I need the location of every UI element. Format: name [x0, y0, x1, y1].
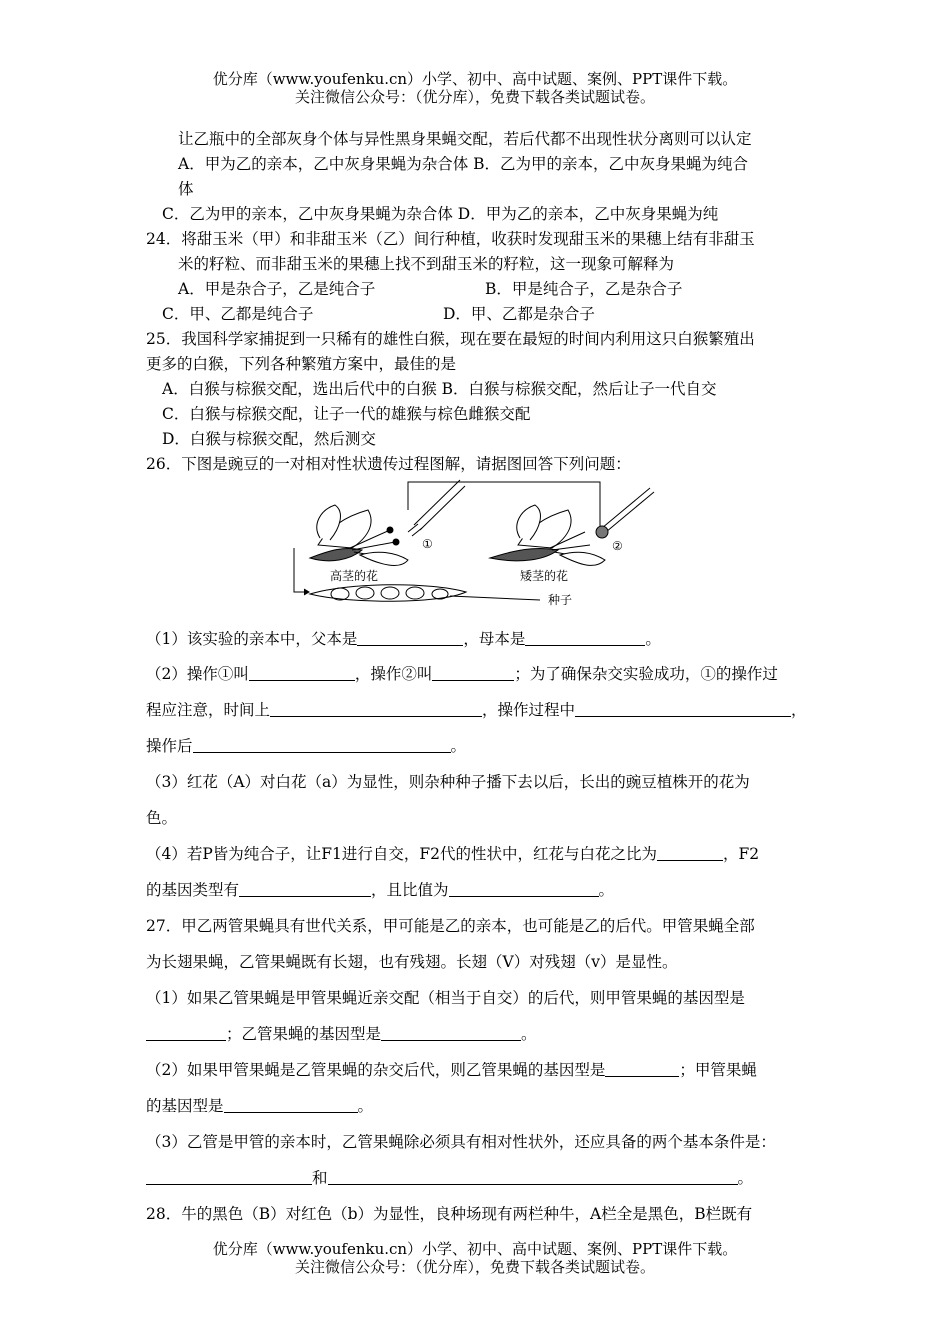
q26-p4-value-blank[interactable]	[449, 881, 599, 897]
q26-p1-father-blank[interactable]	[357, 630, 463, 646]
q27-p1-text-b: ；乙管果蝇的基因型是	[226, 1025, 382, 1043]
q26-part3-line1: （3）红花（A）对白花（a）为显性，则杂种种子播下去以后，长出的豌豆植株开的花为	[146, 773, 750, 791]
q26-p4-text-a: （4）若P皆为纯合子，让F1进行自交，F2代的性状中，红花与白花之比为	[146, 845, 658, 863]
q27-stem-2: 为长翅果蝇，乙管果蝇既有长翅，也有残翅。长翅（V）对残翅（v）是显性。	[146, 953, 678, 971]
q25-stem-2: 更多的白猴，下列各种繁殖方案中，最佳的是	[146, 355, 457, 373]
q26-p2-after-blank[interactable]	[193, 737, 451, 753]
q26-part2-line1	[146, 662, 778, 684]
q23-options-cd: C．乙为甲的亲本，乙中灰身果蝇为杂合体 D．甲为乙的亲本，乙中灰身果蝇为纯	[162, 205, 719, 223]
q26-part2-line3	[146, 734, 466, 756]
q25-options-ab: A．白猴与棕猴交配，选出后代中的白猴 B．白猴与棕猴交配，然后让子一代自交	[162, 380, 717, 398]
q26-part4-line2	[146, 878, 614, 900]
q27-p1-jia-blank[interactable]	[146, 1025, 226, 1041]
q27-p1-yi-blank[interactable]	[381, 1025, 521, 1041]
q26-part1	[146, 627, 661, 649]
q27-p2-yi-blank[interactable]	[605, 1061, 679, 1077]
q27-part3-line1: （3）乙管是甲管的亲本时，乙管果蝇除必须具有相对性状外，还应具备的两个基本条件是：	[146, 1133, 776, 1151]
q26-stem: 26．下图是豌豆的一对相对性状遗传过程图解，请据图回答下列问题：	[146, 455, 631, 473]
q27-part3-line2	[146, 1166, 753, 1188]
q26-p4-text-b: ，F2	[723, 845, 760, 863]
q26-part2-line2	[146, 698, 807, 720]
q26-p1-text-c: 。	[645, 630, 661, 648]
q24-stem-1: 24．将甜玉米（甲）和非甜玉米（乙）间行种植，收获时发现甜玉米的果穗上结有非甜玉	[146, 230, 755, 248]
footer-line-2: 关注微信公众号：（优分库），免费下载各类试题试卷。	[294, 1258, 655, 1276]
q25-stem-1: 25．我国科学家捕捉到一只稀有的雄性白猴，现在要在最短的时间内利用这只白猴繁殖出	[146, 330, 755, 348]
q26-p4-text-c: 的基因类型有	[146, 881, 240, 899]
q27-part2-line1	[146, 1058, 757, 1080]
q27-p3-cond1-blank[interactable]	[146, 1169, 312, 1185]
q27-p3-text-b: 和	[312, 1169, 328, 1187]
q27-part2-line2	[146, 1094, 373, 1116]
q25-option-d: D．白猴与棕猴交配，然后测交	[162, 430, 376, 448]
q26-p2-text-g: 操作后	[146, 737, 193, 755]
q27-p1-text-c: 。	[521, 1025, 537, 1043]
q27-p3-text-c: 。	[737, 1169, 754, 1187]
q26-p2-time-blank[interactable]	[270, 701, 482, 717]
q26-p4-genotypes-blank[interactable]	[239, 881, 371, 897]
q26-p4-text-e: 。	[598, 881, 615, 899]
q24-stem-2: 米的籽粒、而非甜玉米的果穗上找不到甜玉米的籽粒，这一现象可解释为	[178, 255, 675, 273]
q26-p2-text-b: ，操作②叫	[354, 665, 433, 683]
q26-p1-text-a: （1）该实验的亲本中，父本是	[146, 630, 358, 648]
footer-line-1: 优分库（www.youfenku.cn）小学、初中、高中试题、案例、PPT课件下载。	[212, 1240, 738, 1258]
q26-p2-text-e: ，操作过程中	[482, 701, 576, 719]
figure-mark-1: ①	[422, 537, 433, 551]
q26-p2-text-c: ；为了确保杂交实验成功，①的操作过	[514, 665, 778, 683]
q26-p2-text-h: 。	[450, 737, 467, 755]
q26-p4-text-d: ，且比值为	[371, 881, 449, 899]
q27-p2-text-d: 。	[357, 1097, 374, 1115]
header-line-2: 关注微信公众号：（优分库），免费下载各类试题试卷。	[294, 88, 655, 106]
figure-label-tall: 高茎的花	[330, 569, 379, 583]
q24-option-c: C．甲、乙都是纯合子	[162, 305, 314, 323]
q27-p3-cond2-blank[interactable]	[328, 1169, 738, 1185]
q26-p2-op1-blank[interactable]	[249, 665, 355, 681]
q24-option-b: B．甲是纯合子，乙是杂合子	[485, 280, 683, 298]
pea-cross-diagram	[290, 470, 670, 612]
q26-p1-mother-blank[interactable]	[525, 630, 645, 646]
q27-part1-line2	[146, 1022, 537, 1044]
q23-option-b-cont: 体	[178, 180, 194, 198]
q26-part3-line2: 色。	[146, 809, 178, 827]
q26-p1-text-b: ，母本是	[463, 630, 526, 648]
q23-options-ab: A．甲为乙的亲本，乙中灰身果蝇为杂合体 B．乙为甲的亲本，乙中灰身果蝇为纯合	[178, 155, 749, 173]
q26-p2-process-blank[interactable]	[575, 701, 791, 717]
q28-stem-1: 28．牛的黑色（B）对红色（b）为显性，良种场现有两栏种牛，A栏全是黑色，B栏既有	[146, 1205, 753, 1223]
q27-p2-jia-blank[interactable]	[224, 1097, 358, 1113]
figure-label-short: 矮茎的花	[520, 569, 569, 583]
q26-p2-text-f: ，	[791, 701, 807, 719]
q27-p2-text-c: 的基因型是	[146, 1097, 224, 1115]
q24-option-d: D．甲、乙都是杂合子	[443, 305, 595, 323]
q26-p2-text-a: （2）操作①叫	[146, 665, 249, 683]
q27-part1-line1: （1）如果乙管果蝇是甲管果蝇近亲交配（相当于自交）的后代，则甲管果蝇的基因型是	[146, 989, 745, 1007]
figure-label-seed: 种子	[548, 593, 573, 607]
header-line-1: 优分库（www.youfenku.cn）小学、初中、高中试题、案例、PPT课件下载。	[212, 70, 738, 88]
q26-p2-text-d: 程应注意，时间上	[146, 701, 271, 719]
figure-mark-2: ②	[612, 539, 623, 553]
q27-stem-1: 27．甲乙两管果蝇具有世代关系，甲可能是乙的亲本，也可能是乙的后代。甲管果蝇全部	[146, 917, 755, 935]
q23-continuation: 让乙瓶中的全部灰身个体与异性黑身果蝇交配，若后代都不出现性状分离则可以认定	[178, 130, 752, 148]
q24-option-a: A．甲是杂合子，乙是纯合子	[178, 280, 376, 298]
q26-p2-op2-blank[interactable]	[432, 665, 514, 681]
q26-p4-ratio-blank[interactable]	[657, 845, 723, 861]
q27-p2-text-b: ；甲管果蝇	[679, 1061, 757, 1079]
q27-p2-text-a: （2）如果甲管果蝇是乙管果蝇的杂交后代，则乙管果蝇的基因型是	[146, 1061, 606, 1079]
q26-part4-line1	[146, 842, 759, 864]
q25-option-c: C．白猴与棕猴交配，让子一代的雄猴与棕色雌猴交配	[162, 405, 531, 423]
